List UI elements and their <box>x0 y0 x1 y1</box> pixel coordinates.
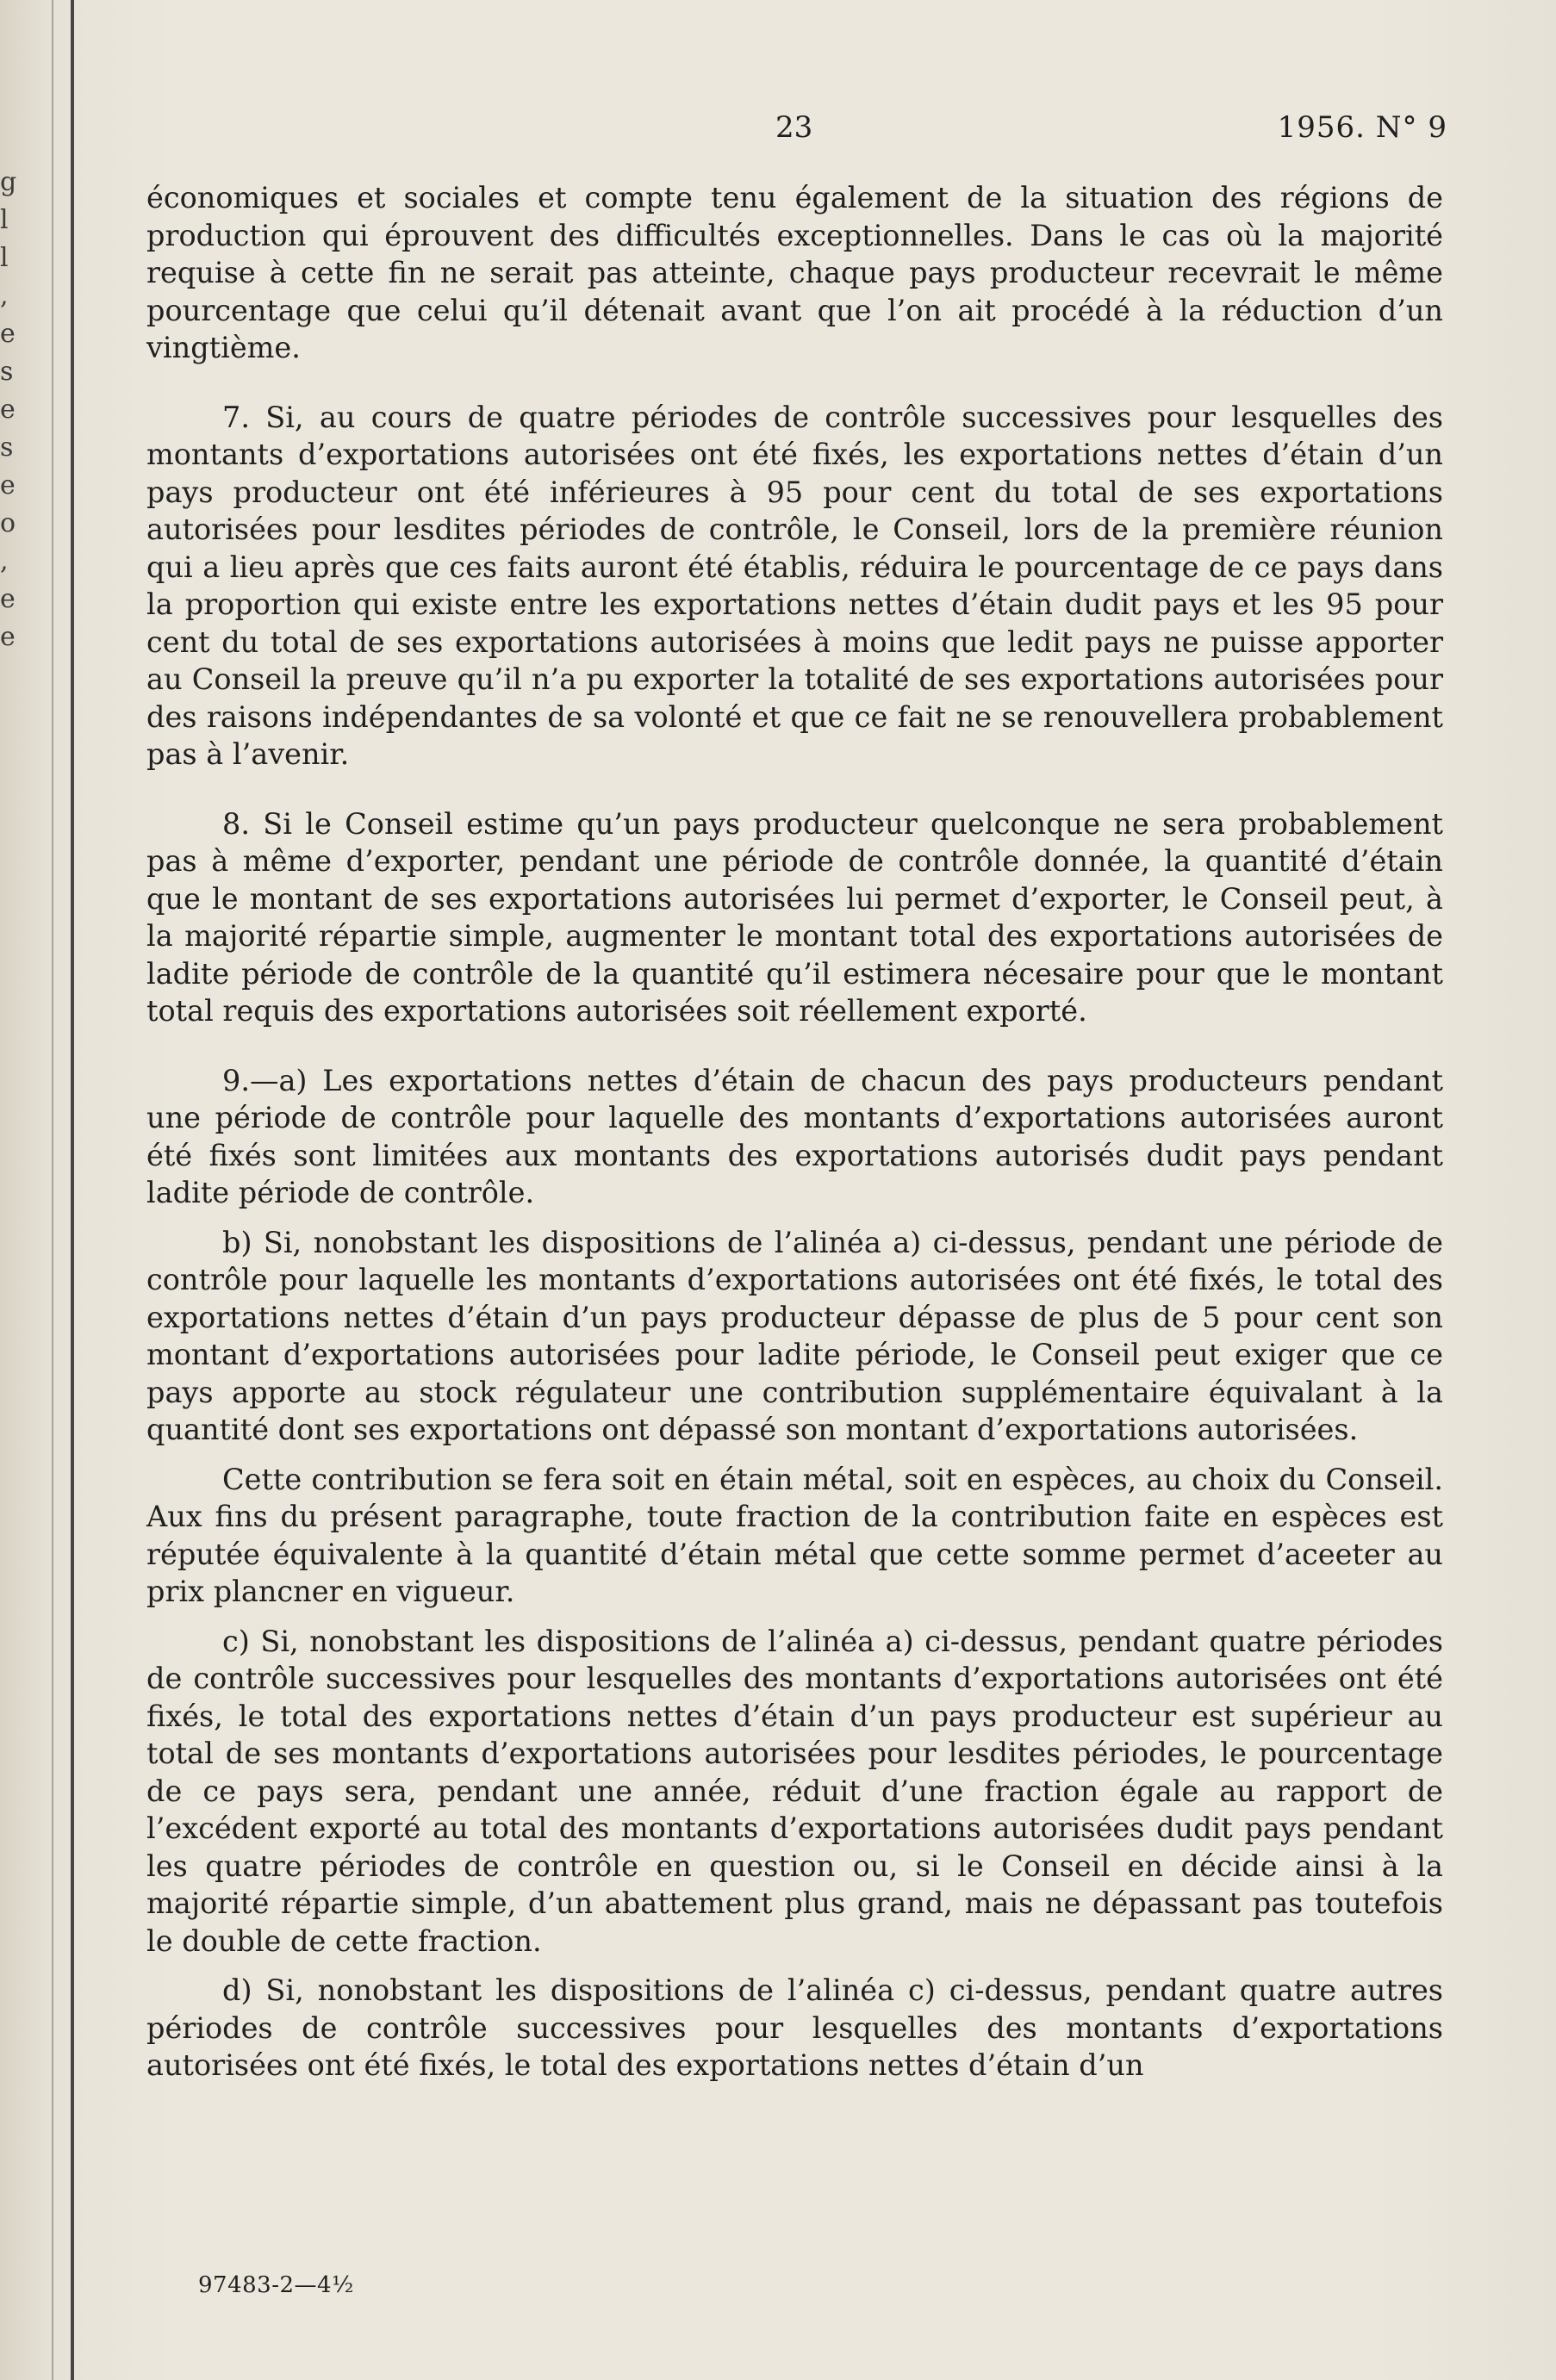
page-number: 23 <box>775 110 813 145</box>
paragraph-9b: b) Si, nonobstant les dispositions de l’alinéa a) ci-dessus, pendant une période de contrôle pour laquelle les montants d’exportations autorisées ont été fixés, le total des exportations nettes d’étain d’un pays producteur dépasse de plus de 5 pour cent son montant d’exportations autorisées pour ladite période, le Conseil peut exiger que ce pays apporte au stock régulateur une contribution supplémentaire équivalant à la quantité dont ses exportations ont dépassé son montant d’exportations autorisées. <box>146 1225 1443 1446</box>
margin-mark: o <box>0 508 16 538</box>
binding-edge <box>71 0 74 2380</box>
binding-shadow <box>52 0 53 2380</box>
margin-mark: s <box>0 432 14 463</box>
paragraph-9b-contribution: Cette contribution se fera soit en étain métal, soit en espèces, au choix du Conseil. Aux fins du présent paragraphe, toute fraction de la contribution faite en espèces est réputée équivalente à la quantité d’étain métal que cette somme permet d’aceeter au prix plancner en vigueur. <box>146 1462 1443 1608</box>
issue-number: 1956. N° 9 <box>1277 110 1447 145</box>
paragraph-9d: d) Si, nonobstant les dispositions de l’alinéa c) ci-dessus, pendant quatre autres périodes de contrôle successives pour lesquelles des montants d’exportations autorisées ont été fixés, le total des exportations nettes d’étain d’un <box>146 1973 1443 2082</box>
page-header <box>146 110 1447 152</box>
margin-mark: g <box>0 167 17 197</box>
paragraph-9a: 9.—a) Les exportations nettes d’étain de chacun des pays producteurs pendant une période de contrôle pour laquelle des montants d’exportations autorisées auront été fixés sont limitées aux montants des exportations autorisés dudit pays pendant ladite période de contrôle. <box>146 1063 1443 1209</box>
paragraph-7: 7. Si, au cours de quatre périodes de contrôle successives pour lesquelles des montants d’exportations autorisées ont été fixés, les exportations nettes d’étain d’un pays producteur ont été inférieures à 95 pour cent du total de ses exportations autorisées pour lesdites périodes de contrôle, le Conseil, lors de la première réunion qui a lieu après que ces faits auront été établis, réduira le pourcentage de ce pays dans la proportion qui existe entre les exportations nettes d’étain dudit pays et les 95 pour cent du total de ses exportations autorisées à moins que ledit pays ne puisse apporter au Conseil la preuve qu’il n’a pu exporter la totalité de ses exportations autorisées pour des raisons indépendantes de sa volonté et que ce fait ne se renouvellera probablement pas à l’avenir. <box>146 400 1443 771</box>
margin-mark: , <box>0 281 9 311</box>
facing-page-margin <box>0 164 19 656</box>
paragraph-9c: c) Si, nonobstant les dispositions de l’alinéa a) ci-dessus, pendant quatre périodes de contrôle successives pour lesquelles des montants d’exportations autorisées ont été fixés, le total des exportations nettes d’étain d’un pays producteur est supérieur au total de ses montants d’exportations autorisées pour lesdites périodes, le pourcentage de ce pays sera, pendant une année, réduit d’une fraction égale au rapport de l’excédent exporté au total des montants d’exportations autorisées dudit pays pendant les quatre périodes de contrôle en question ou, si le Conseil en décide ainsi à la majorité répartie simple, d’un abattement plus grand, mais ne dépassant pas toutefois le double de cette fraction. <box>146 1624 1443 1958</box>
margin-mark: e <box>0 470 16 500</box>
paragraph-continuation: économiques et sociales et compte tenu également de la situation des régions de production qui éprouvent des difficultés exceptionnelles. Dans le cas où la majorité requise à cette fin ne serait pas atteinte, chaque pays producteur recevrait le même pourcentage que celui qu’il détenait avant que l’on ait procédé à la réduction d’un vingtième. <box>146 181 1443 364</box>
article-text <box>146 179 1443 2097</box>
margin-mark: e <box>0 395 16 425</box>
margin-mark: e <box>0 622 16 652</box>
margin-mark: e <box>0 584 16 614</box>
paragraph-8: 8. Si le Conseil estime qu’un pays producteur quelconque ne sera probablement pas à même d’exporter, pendant une période de contrôle donnée, la quantité d’étain que le montant de ses exportations autorisées lui permet d’exporter, le Conseil peut, à la majorité répartie simple, augmenter le montant total des exportations autorisées de ladite période de contrôle de la quantité qu’il estimera nécesaire pour que le montant total requis des exportations autorisées soit réellement exporté. <box>146 806 1443 1028</box>
margin-mark: l <box>0 243 9 273</box>
print-code: 97483-2—4½ <box>198 2272 354 2298</box>
margin-mark: , <box>0 546 9 576</box>
margin-mark: l <box>0 205 9 235</box>
margin-mark: s <box>0 357 14 387</box>
margin-mark: e <box>0 319 16 349</box>
